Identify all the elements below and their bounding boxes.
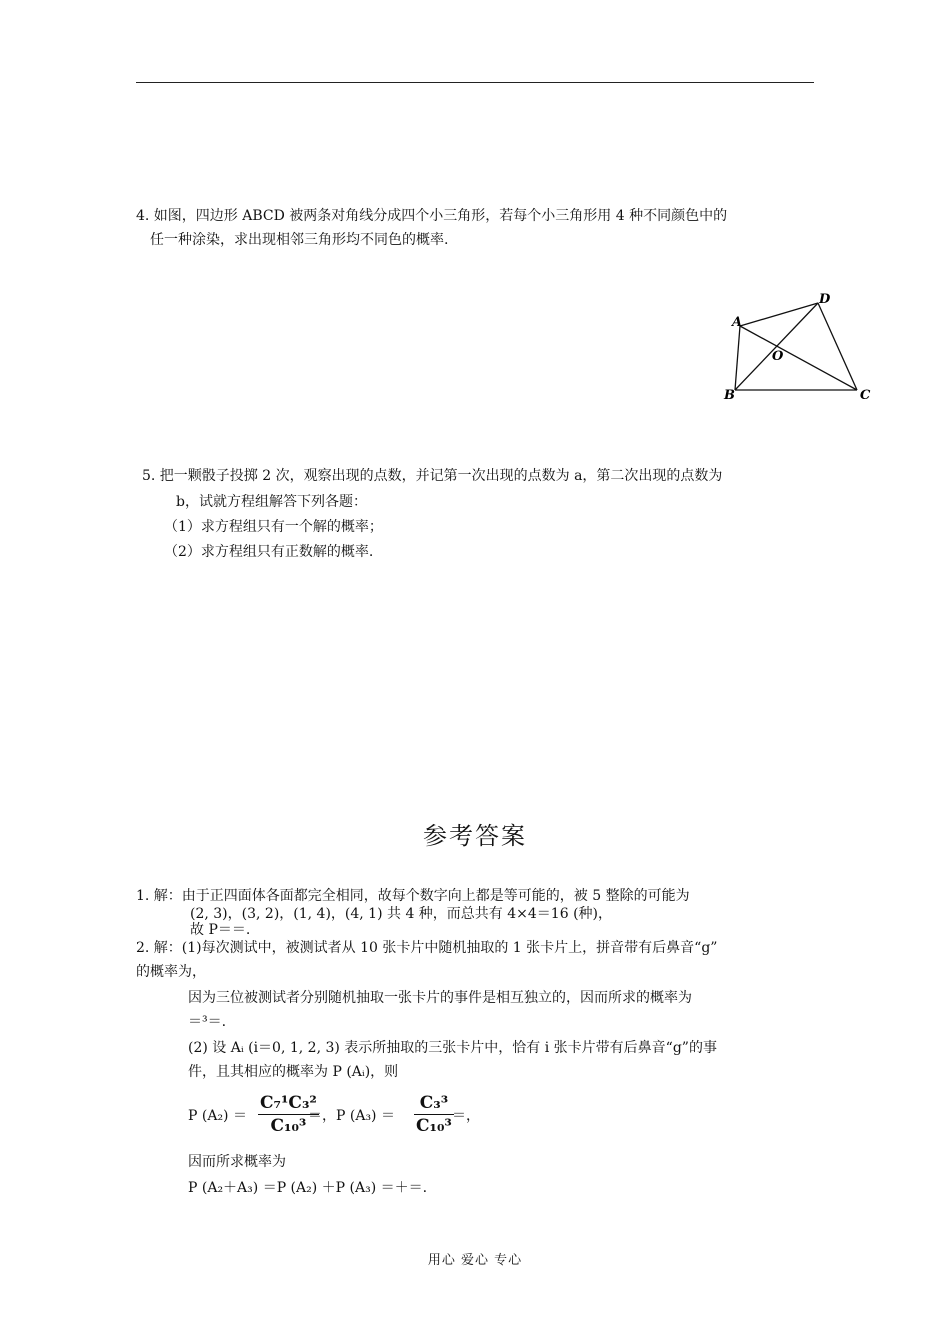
page-footer: 用心 爱心 专心 — [427, 1253, 523, 1268]
a2-line8: P (A₂＋A₃) ＝P (A₂) ＋P (A₃) ＝＋＝. — [188, 1180, 428, 1196]
fraction-pa3-numerator: C₃³ — [419, 1093, 449, 1113]
a2-line4: ＝³＝. — [188, 1014, 227, 1030]
a2-line5: (2) 设 Aᵢ (i＝0, 1, 2, 3) 表示所抽取的三张卡片中，恰有 i 张卡片带有后鼻音“g”的事 — [188, 1040, 717, 1056]
label-a: A — [732, 315, 743, 330]
fraction-pa2-numerator: C₇¹C₃² — [260, 1093, 317, 1113]
edge-ba — [735, 326, 740, 390]
fraction-pa3 — [414, 1093, 454, 1136]
label-o: O — [772, 349, 784, 364]
fraction-pa3-denominator: C₁₀³ — [416, 1116, 452, 1136]
a2-tail: ＝， — [452, 1108, 480, 1124]
q4-line1: 4. 如图，四边形 ABCD 被两条对角线分成四个小三角形，若每个小三角形用 4 种不同颜色中的 — [136, 208, 728, 224]
a2-line3: 因为三位被测试者分别随机抽取一张卡片的事件是相互独立的，因而所求的概率为 — [188, 990, 692, 1006]
label-b: B — [724, 388, 735, 403]
q5-sub2: （2）求方程组只有正数解的概率. — [164, 544, 374, 560]
a1-line2: (2, 3)，(3, 2)，(1, 4)，(4, 1) 共 4 种，而总共有 4×4＝16 (种)， — [190, 906, 612, 922]
diagonal-bd — [735, 303, 818, 390]
a2-mid: ＝，P (A₃) ＝ — [308, 1108, 395, 1124]
a2-line2: 的概率为， — [136, 964, 206, 980]
fraction-pa3-bar — [414, 1114, 454, 1115]
header-rule — [136, 82, 814, 83]
a1-line1: 1. 解：由于正四面体各面都完全相同，故每个数字向上都是等可能的，被 5 整除的可能为 — [136, 888, 690, 904]
q5-line2: b，试就方程组解答下列各题： — [176, 494, 367, 510]
answers-title: 参考答案 — [423, 822, 527, 850]
edge-dc — [818, 303, 857, 390]
a2-line7: 因而所求概率为 — [188, 1154, 286, 1170]
q5-line1: 5. 把一颗骰子投掷 2 次，观察出现的点数，并记第一次出现的点数为 a，第二次出现的点数为 — [142, 468, 723, 484]
label-c: C — [860, 388, 871, 403]
a2-line1: 2. 解：(1)每次测试中，被测试者从 10 张卡片中随机抽取的 1 张卡片上，拼音带有后鼻音“g” — [136, 940, 718, 956]
q4-line2: 任一种涂染，求出现相邻三角形均不同色的概率. — [150, 232, 449, 248]
a2-line6: 件，且其相应的概率为 P (Aᵢ)，则 — [188, 1064, 399, 1080]
q5-sub1: （1）求方程组只有一个解的概率； — [164, 519, 383, 535]
fraction-pa2-denominator: C₁₀³ — [270, 1116, 307, 1136]
diagonal-ac — [740, 326, 857, 390]
quadrilateral-figure — [718, 286, 884, 408]
a2-pa2-label: P (A₂) ＝ — [188, 1108, 247, 1124]
a1-line3: 故 P＝＝. — [190, 922, 251, 938]
label-d: D — [819, 292, 831, 307]
